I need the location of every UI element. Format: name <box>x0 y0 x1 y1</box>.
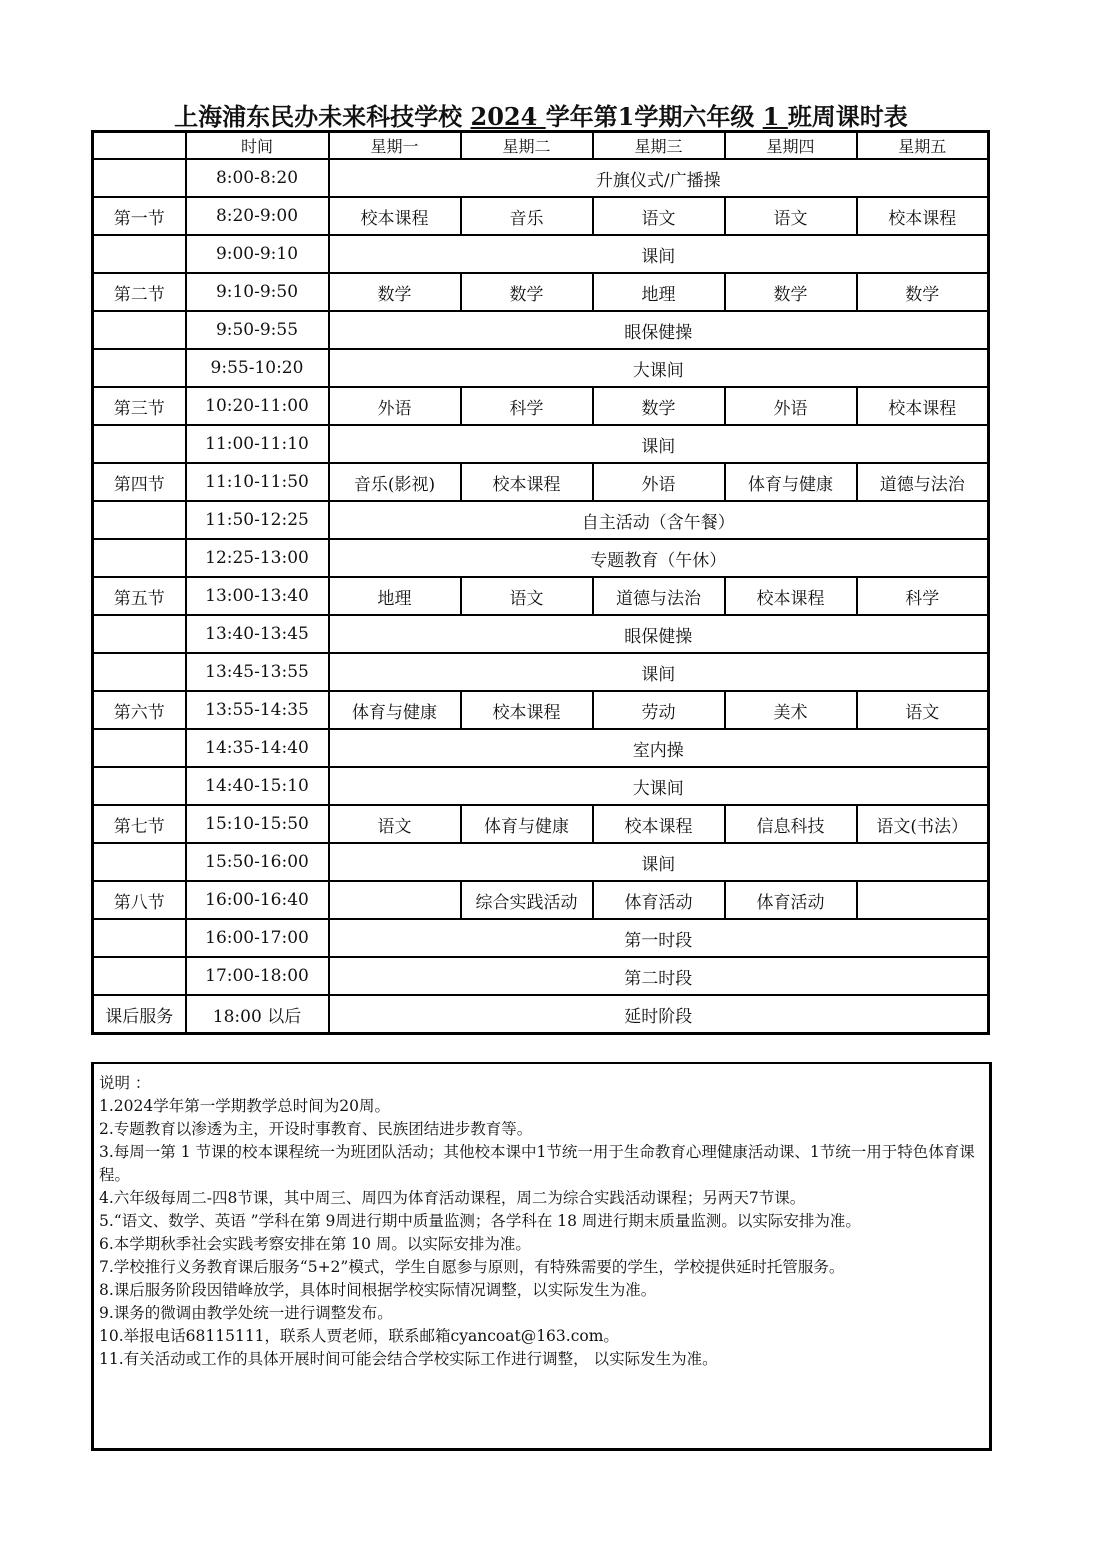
table-row <box>93 539 989 577</box>
period-cell: 第七节 <box>93 805 186 843</box>
time-cell: 8:00-8:20 <box>186 159 329 197</box>
table-row <box>93 235 989 273</box>
subject-cell: 校本课程 <box>461 463 593 501</box>
table-row <box>93 843 989 881</box>
table-row <box>93 995 989 1034</box>
time-cell: 17:00-18:00 <box>186 957 329 995</box>
title-class-number: 1 <box>762 102 788 131</box>
header-day: 星期四 <box>725 132 857 160</box>
time-cell: 14:35-14:40 <box>186 729 329 767</box>
header-period-cell <box>93 132 186 160</box>
subject-cell: 数学 <box>593 387 725 425</box>
table-row <box>93 425 989 463</box>
subject-cell: 科学 <box>857 577 989 615</box>
note-line: 1.2024学年第一学期教学总时间为20周。 <box>99 1097 390 1115</box>
title-prefix: 上海浦东民办未来科技学校 <box>174 102 471 131</box>
table-row <box>93 311 989 349</box>
period-cell <box>93 615 186 653</box>
period-cell: 第六节 <box>93 691 186 729</box>
note-line: 5.“语文、数学、英语 ”学科在第 9周进行期中质量监测；各学科在 18 周进行期末质量监测。以实际安排为准。 <box>99 1212 861 1230</box>
period-cell <box>93 159 186 197</box>
subject-cell: 外语 <box>725 387 857 425</box>
period-cell: 第八节 <box>93 881 186 919</box>
activity-cell: 升旗仪式/广播操 <box>329 159 989 197</box>
subject-cell: 语文(书法） <box>857 805 989 843</box>
time-cell: 8:20-9:00 <box>186 197 329 235</box>
subject-cell: 外语 <box>593 463 725 501</box>
subject-cell: 数学 <box>461 273 593 311</box>
notes-heading: 说明 ： <box>99 1074 151 1092</box>
subject-cell: 体育活动 <box>593 881 725 919</box>
header-time: 时间 <box>186 132 329 160</box>
period-cell <box>93 425 186 463</box>
subject-cell: 体育与健康 <box>461 805 593 843</box>
subject-cell: 综合实践活动 <box>461 881 593 919</box>
activity-cell: 眼保健操 <box>329 615 989 653</box>
note-line: 8.课后服务阶段因错峰放学，具体时间根据学校实际情况调整，以实际发生为准。 <box>99 1281 657 1299</box>
time-cell: 16:00-17:00 <box>186 919 329 957</box>
subject-cell: 音乐(影视) <box>329 463 461 501</box>
period-cell <box>93 919 186 957</box>
note-line: 2.专题教育以渗透为主，开设时事教育、民族团结进步教育等。 <box>99 1120 533 1138</box>
time-cell: 11:00-11:10 <box>186 425 329 463</box>
period-cell <box>93 349 186 387</box>
time-cell: 11:10-11:50 <box>186 463 329 501</box>
activity-cell: 大课间 <box>329 349 989 387</box>
table-row <box>93 767 989 805</box>
page-title <box>0 102 1082 132</box>
period-cell: 第二节 <box>93 273 186 311</box>
notes-list <box>99 1095 989 1371</box>
activity-cell: 课间 <box>329 235 989 273</box>
time-cell: 14:40-15:10 <box>186 767 329 805</box>
period-cell: 第一节 <box>93 197 186 235</box>
period-cell <box>93 501 186 539</box>
period-cell <box>93 729 186 767</box>
time-cell: 18:00 以后 <box>186 995 329 1034</box>
title-middle: 学年第1学期六年级 <box>545 102 763 131</box>
subject-cell: 校本课程 <box>725 577 857 615</box>
subject-cell: 道德与法治 <box>593 577 725 615</box>
activity-cell: 第二时段 <box>329 957 989 995</box>
subject-cell: 体育与健康 <box>725 463 857 501</box>
subject-cell: 校本课程 <box>461 691 593 729</box>
subject-cell: 校本课程 <box>329 197 461 235</box>
timetable <box>91 130 990 1035</box>
table-row <box>93 691 989 729</box>
title-suffix: 班周课时表 <box>787 102 908 131</box>
time-cell: 10:20-11:00 <box>186 387 329 425</box>
subject-cell: 美术 <box>725 691 857 729</box>
subject-cell: 校本课程 <box>857 387 989 425</box>
table-row <box>93 729 989 767</box>
table-row <box>93 805 989 843</box>
period-cell <box>93 767 186 805</box>
subject-cell: 数学 <box>857 273 989 311</box>
subject-cell <box>857 881 989 919</box>
timetable-body <box>93 132 989 1034</box>
activity-cell: 大课间 <box>329 767 989 805</box>
table-row <box>93 957 989 995</box>
note-line: 7.学校推行义务教育课后服务“5+2”模式，学生自愿参与原则，有特殊需要的学生，学校提供延时托管服务。 <box>99 1258 845 1276</box>
subject-cell <box>329 881 461 919</box>
subject-cell: 数学 <box>329 273 461 311</box>
time-cell: 12:25-13:00 <box>186 539 329 577</box>
activity-cell: 课间 <box>329 653 989 691</box>
period-cell: 课后服务 <box>93 995 186 1034</box>
period-cell: 第四节 <box>93 463 186 501</box>
table-row <box>93 919 989 957</box>
period-cell <box>93 957 186 995</box>
subject-cell: 校本课程 <box>593 805 725 843</box>
subject-cell: 数学 <box>725 273 857 311</box>
note-line: 6.本学期秋季社会实践考察安排在第 10 周。以实际安排为准。 <box>99 1235 531 1253</box>
activity-cell: 课间 <box>329 425 989 463</box>
subject-cell: 体育活动 <box>725 881 857 919</box>
period-cell <box>93 539 186 577</box>
time-cell: 9:10-9:50 <box>186 273 329 311</box>
subject-cell: 地理 <box>593 273 725 311</box>
table-row <box>93 501 989 539</box>
activity-cell: 第一时段 <box>329 919 989 957</box>
note-line: 9.课务的微调由教学处统一进行调整发布。 <box>99 1304 393 1322</box>
subject-cell: 劳动 <box>593 691 725 729</box>
header-day: 星期五 <box>857 132 989 160</box>
period-cell <box>93 235 186 273</box>
time-cell: 13:55-14:35 <box>186 691 329 729</box>
period-cell <box>93 311 186 349</box>
header-day: 星期三 <box>593 132 725 160</box>
subject-cell: 语文 <box>329 805 461 843</box>
table-row <box>93 881 989 919</box>
time-cell: 13:45-13:55 <box>186 653 329 691</box>
table-row <box>93 349 989 387</box>
subject-cell: 道德与法治 <box>857 463 989 501</box>
subject-cell: 科学 <box>461 387 593 425</box>
time-cell: 13:40-13:45 <box>186 615 329 653</box>
header-day: 星期二 <box>461 132 593 160</box>
activity-cell: 自主活动（含午餐） <box>329 501 989 539</box>
note-line: 11.有关活动或工作的具体开展时间可能会结合学校实际工作进行调整， 以实际发生为准。 <box>99 1350 718 1368</box>
time-cell: 15:10-15:50 <box>186 805 329 843</box>
note-line: 4.六年级每周二-四8节课，其中周三、周四为体育活动课程，周二为综合实践活动课程；另两天7节课。 <box>99 1189 806 1207</box>
table-row <box>93 273 989 311</box>
period-cell: 第五节 <box>93 577 186 615</box>
table-row <box>93 463 989 501</box>
subject-cell: 体育与健康 <box>329 691 461 729</box>
subject-cell: 地理 <box>329 577 461 615</box>
time-cell: 11:50-12:25 <box>186 501 329 539</box>
period-cell <box>93 653 186 691</box>
subject-cell: 音乐 <box>461 197 593 235</box>
subject-cell: 语文 <box>725 197 857 235</box>
subject-cell: 外语 <box>329 387 461 425</box>
note-line: 3.每周一第 1 节课的校本课程统一为班团队活动；其他校本课中1节统一用于生命教育心理健康活动课、1节统一用于特色体育课程。 <box>99 1143 975 1184</box>
table-row <box>93 615 989 653</box>
subject-cell: 语文 <box>857 691 989 729</box>
header-row <box>93 132 989 160</box>
period-cell: 第三节 <box>93 387 186 425</box>
time-cell: 15:50-16:00 <box>186 843 329 881</box>
subject-cell: 信息科技 <box>725 805 857 843</box>
time-cell: 9:55-10:20 <box>186 349 329 387</box>
notes-section <box>91 1062 992 1451</box>
activity-cell: 延时阶段 <box>329 995 989 1034</box>
table-row <box>93 159 989 197</box>
subject-cell: 校本课程 <box>857 197 989 235</box>
time-cell: 13:00-13:40 <box>186 577 329 615</box>
time-cell: 16:00-16:40 <box>186 881 329 919</box>
activity-cell: 室内操 <box>329 729 989 767</box>
subject-cell: 语文 <box>461 577 593 615</box>
table-row <box>93 387 989 425</box>
note-line: 10.举报电话68115111，联系人贾老师，联系邮箱cyancoat@163.com。 <box>99 1327 619 1345</box>
time-cell: 9:00-9:10 <box>186 235 329 273</box>
subject-cell: 语文 <box>593 197 725 235</box>
table-row <box>93 197 989 235</box>
time-cell: 9:50-9:55 <box>186 311 329 349</box>
table-row <box>93 653 989 691</box>
activity-cell: 眼保健操 <box>329 311 989 349</box>
activity-cell: 专题教育（午休） <box>329 539 989 577</box>
period-cell <box>93 843 186 881</box>
activity-cell: 课间 <box>329 843 989 881</box>
table-row <box>93 577 989 615</box>
title-year: 2024 <box>470 102 546 131</box>
header-day: 星期一 <box>329 132 461 160</box>
